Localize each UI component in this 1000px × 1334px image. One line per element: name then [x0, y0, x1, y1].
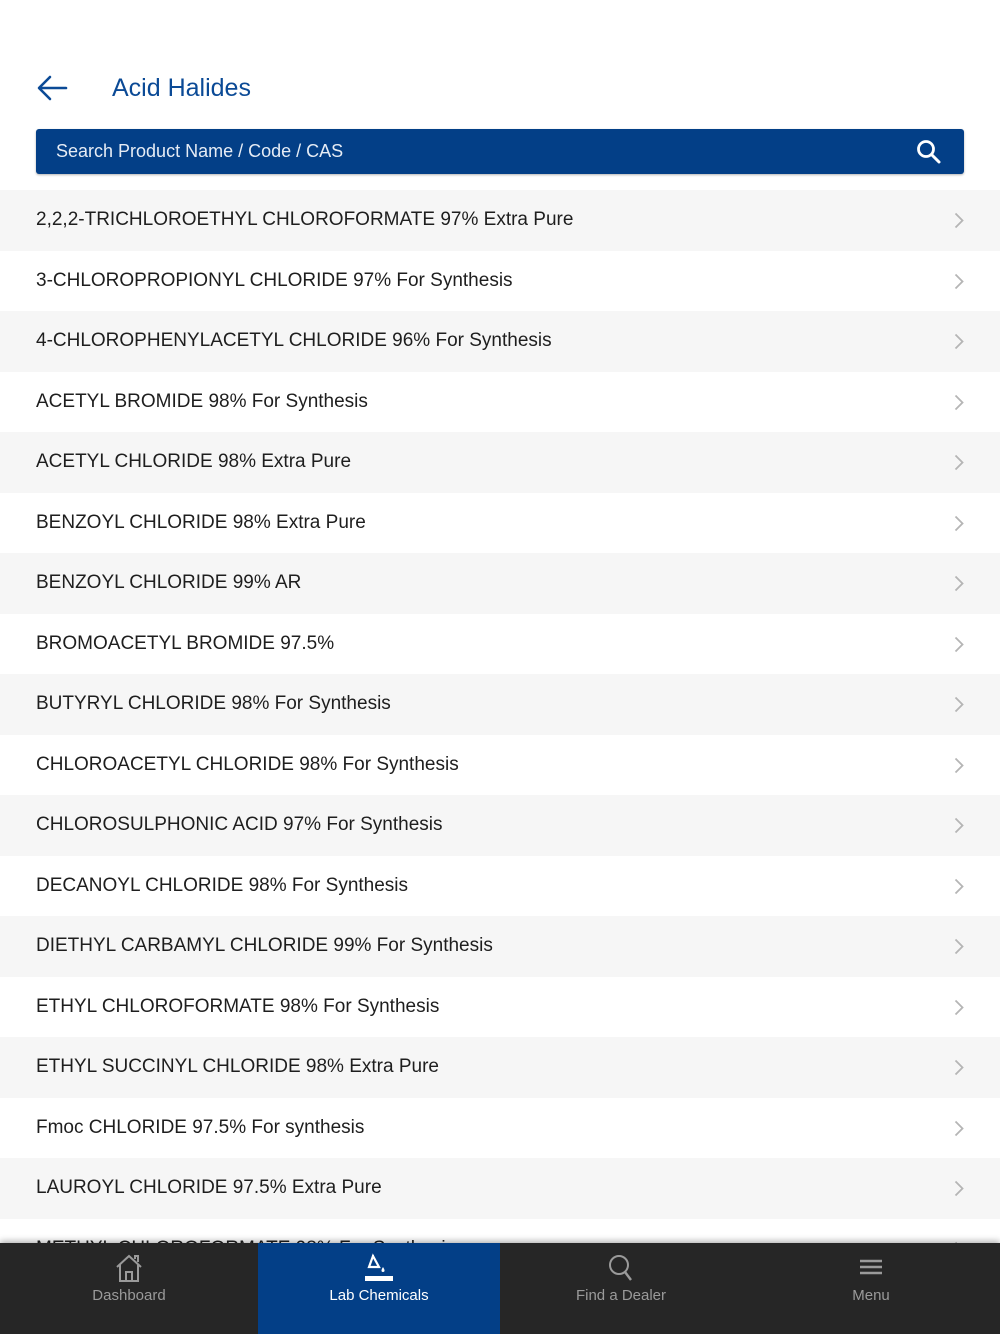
bottom-tab-bar — [0, 1243, 1000, 1334]
search-icon[interactable] — [916, 139, 942, 165]
search-input[interactable] — [36, 129, 896, 174]
arrow-left-icon — [36, 72, 68, 104]
chevron-right-icon — [954, 515, 964, 532]
back-button[interactable] — [36, 72, 72, 104]
product-name: ACETYL CHLORIDE 98% Extra Pure — [36, 451, 352, 473]
product-list-item[interactable] — [0, 311, 1000, 372]
product-list-item[interactable] — [0, 432, 1000, 493]
chevron-right-icon — [954, 1120, 964, 1137]
product-list-item[interactable] — [0, 1098, 1000, 1159]
tab-find-a-dealer[interactable] — [500, 1243, 742, 1334]
tab-menu[interactable] — [742, 1243, 1000, 1334]
search-bar[interactable] — [36, 129, 964, 174]
page-title: Acid Halides — [112, 74, 251, 102]
tab-label: Lab Chemicals — [329, 1287, 429, 1304]
chevron-right-icon — [954, 817, 964, 834]
chevron-right-icon — [954, 878, 964, 895]
product-list-item[interactable] — [0, 553, 1000, 614]
product-name: ACETYL BROMIDE 98% For Synthesis — [36, 390, 368, 412]
chevron-right-icon — [954, 696, 964, 713]
product-name: BENZOYL CHLORIDE 99% AR — [36, 572, 302, 594]
product-name: DIETHYL CARBAMYL CHLORIDE 99% For Synthesis — [36, 935, 493, 957]
product-name: 2,2,2-TRICHLOROETHYL CHLOROFORMATE 97% Extra Pure — [36, 209, 574, 231]
chevron-right-icon — [954, 273, 964, 290]
product-name: CHLOROACETYL CHLORIDE 98% For Synthesis — [36, 753, 459, 775]
chevron-right-icon — [954, 938, 964, 955]
chevron-right-icon — [954, 757, 964, 774]
chevron-right-icon — [954, 333, 964, 350]
product-list-item[interactable] — [0, 190, 1000, 251]
lab-chemicals-icon — [363, 1253, 395, 1283]
chevron-right-icon — [954, 999, 964, 1016]
home-icon — [113, 1253, 145, 1283]
chevron-right-icon — [954, 575, 964, 592]
tab-dashboard[interactable] — [0, 1243, 258, 1334]
chevron-right-icon — [954, 636, 964, 653]
product-name: BUTYRYL CHLORIDE 98% For Synthesis — [36, 693, 391, 715]
product-name: DECANOYL CHLORIDE 98% For Synthesis — [36, 874, 409, 896]
product-list-item[interactable] — [0, 674, 1000, 735]
product-name: 4-CHLOROPHENYLACETYL CHLORIDE 96% For Synthesis — [36, 330, 552, 352]
menu-icon — [855, 1253, 887, 1283]
product-list-item[interactable] — [0, 856, 1000, 917]
chevron-right-icon — [954, 212, 964, 229]
tab-label: Dashboard — [92, 1287, 166, 1304]
chevron-right-icon — [954, 1059, 964, 1076]
product-name: BENZOYL CHLORIDE 98% Extra Pure — [36, 511, 366, 533]
product-name: LAUROYL CHLORIDE 97.5% Extra Pure — [36, 1177, 382, 1199]
product-name: ETHYL CHLOROFORMATE 98% For Synthesis — [36, 995, 440, 1017]
chevron-right-icon — [954, 454, 964, 471]
product-list-item[interactable] — [0, 916, 1000, 977]
product-list-item[interactable] — [0, 614, 1000, 675]
tab-label: Find a Dealer — [575, 1287, 667, 1304]
product-list-item[interactable] — [0, 372, 1000, 433]
search-icon — [605, 1253, 637, 1283]
product-list-item[interactable] — [0, 735, 1000, 796]
product-list — [0, 190, 1000, 1243]
product-name: BROMOACETYL BROMIDE 97.5% — [36, 632, 335, 654]
product-list-item[interactable] — [0, 493, 1000, 554]
chevron-right-icon — [954, 1180, 964, 1197]
product-name: CHLOROSULPHONIC ACID 97% For Synthesis — [36, 814, 443, 836]
product-name: 3-CHLOROPROPIONYL CHLORIDE 97% For Synthesis — [36, 269, 513, 291]
product-list-item[interactable] — [0, 1158, 1000, 1219]
tab-lab-chemicals[interactable] — [258, 1243, 500, 1334]
product-list-item[interactable] — [0, 1037, 1000, 1098]
header — [0, 60, 1000, 120]
product-name: Fmoc CHLORIDE 97.5% For synthesis — [36, 1116, 365, 1138]
product-list-item[interactable] — [0, 795, 1000, 856]
product-name: ETHYL SUCCINYL CHLORIDE 98% Extra Pure — [36, 1056, 439, 1078]
chevron-right-icon — [954, 394, 964, 411]
product-list-item[interactable] — [0, 977, 1000, 1038]
product-list-item[interactable] — [0, 251, 1000, 312]
tab-label: Menu — [852, 1287, 890, 1304]
